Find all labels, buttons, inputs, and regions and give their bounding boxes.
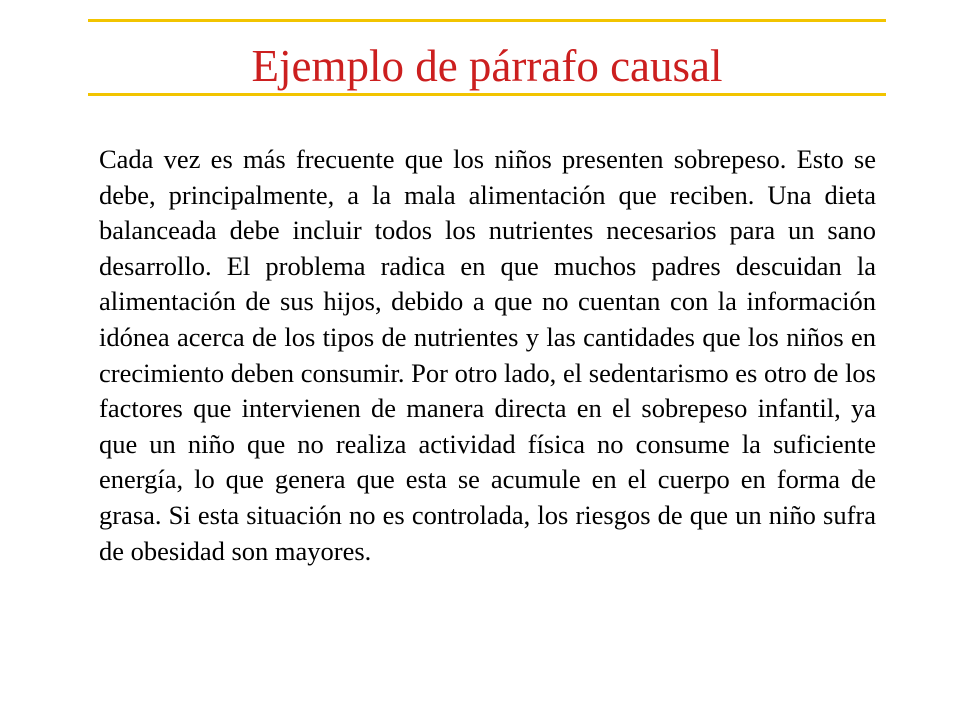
slide-title: Ejemplo de párrafo causal [251, 41, 723, 91]
body-paragraph: Cada vez es más frecuente que los niños presenten sobrepeso. Esto se debe, principalmente, a la mala alimentación que reciben. Una dieta balanceada debe incluir todos los nutrientes necesarios para un sano desarrollo. El problema radica en que muchos padres descuidan la alimentación de sus hijos, debido a que no cuentan con la información idónea acerca de los tipos de nutrientes y las cantidades que los niños en crecimiento deben consumir. Por otro lado, el sedentarismo es otro de los factores que intervienen de manera directa en el sobrepeso infantil, ya que un niño que no realiza actividad física no consume la suficiente energía, lo que genera que esta se acumule en el cuerpo en forma de grasa. Si esta situación no es controlada, los riesgos de que un niño sufra de obesidad son mayores. [99, 144, 876, 566]
top-divider-line [88, 19, 886, 22]
bottom-divider-line [88, 93, 886, 96]
